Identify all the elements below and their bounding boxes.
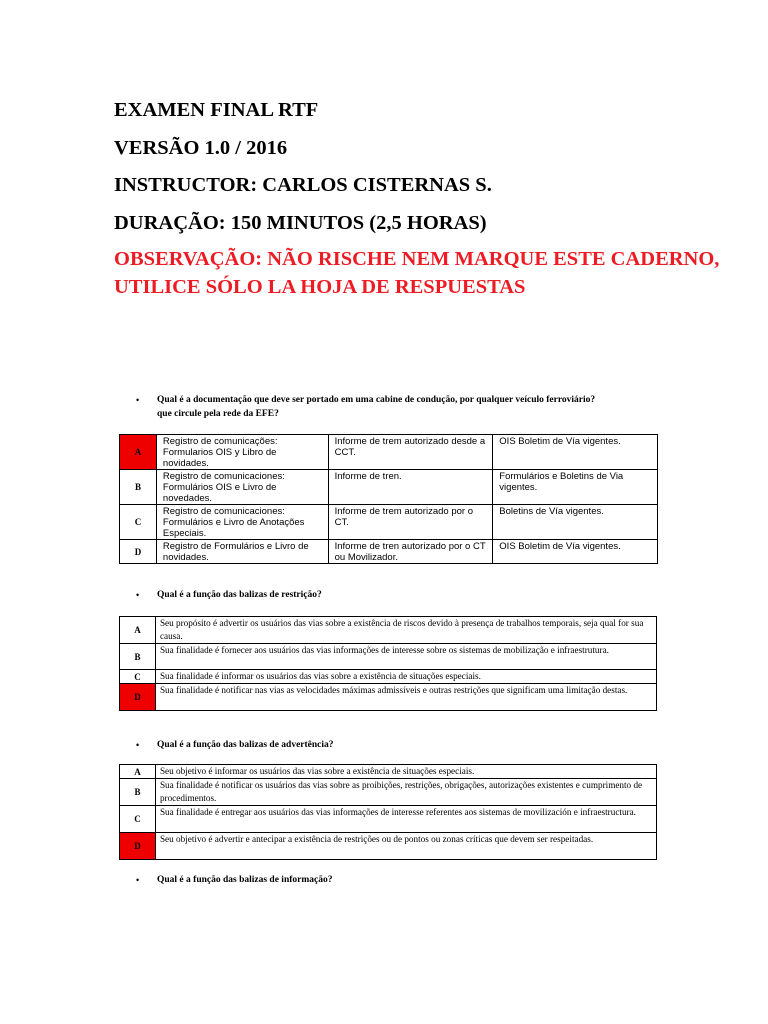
option-cell: Sua finalidade é informar os usuários das vias sobre a existência de situações especiais. bbox=[155, 670, 656, 684]
option-cell: OIS Boletim de Vía vigentes. bbox=[493, 540, 658, 564]
question-1-text-line-1: Qual é a documentação que deve ser portado em uma cabine de condução, por qualquer veículo ferroviário? bbox=[157, 395, 596, 405]
option-cell: Registro de comunicaciones: Formulários OIS e Livro de novedades. bbox=[156, 470, 328, 505]
question-3-options-table bbox=[119, 764, 657, 860]
table-row bbox=[120, 684, 657, 711]
option-letter: B bbox=[120, 779, 156, 806]
observation-line-2: UTILICE SÓLO LA HOJA DE RESPUESTAS bbox=[114, 276, 526, 298]
bullet-icon: • bbox=[136, 875, 140, 885]
table-row bbox=[120, 617, 657, 644]
bullet-icon: • bbox=[136, 395, 140, 405]
option-cell: Registro de comunicaciones: Formulários e Livro de Anotações Especiais. bbox=[156, 505, 328, 540]
option-cell: Boletins de Vía vigentes. bbox=[493, 505, 658, 540]
table-row bbox=[120, 833, 657, 860]
table-row bbox=[120, 540, 658, 564]
exam-instructor: INSTRUCTOR: CARLOS CISTERNAS S. bbox=[114, 174, 492, 196]
question-2-options-table bbox=[119, 616, 657, 711]
exam-duration: DURAÇÃO: 150 MINUTOS (2,5 HORAS) bbox=[114, 211, 487, 234]
question-2-text: Qual é a função das balizas de restrição? bbox=[157, 590, 322, 600]
option-cell: Sua finalidade é notificar nas vias as velocidades máximas admissíveis e outras restrições que significam uma limitação destas. bbox=[155, 684, 656, 711]
option-cell: Seu propósito é advertir os usuários das vias sobre a existência de riscos devido à presença de trabalhos temporais, seja qual for sua causa. bbox=[155, 617, 656, 644]
table-row bbox=[120, 470, 658, 505]
option-letter: C bbox=[120, 505, 157, 540]
option-letter: D bbox=[120, 684, 156, 711]
bullet-icon: • bbox=[136, 740, 140, 750]
option-cell: Sua finalidade é fornecer aos usuários das vias informações de interesse sobre os sistemas de mobilização e infraestrutura. bbox=[155, 644, 656, 670]
option-letter: D bbox=[120, 540, 157, 564]
table-row bbox=[120, 644, 657, 670]
question-1-text-line-2: que circule pela rede da EFE? bbox=[157, 409, 279, 419]
bullet-icon: • bbox=[136, 590, 140, 600]
option-letter: B bbox=[120, 644, 156, 670]
table-row bbox=[120, 435, 658, 470]
option-letter: A bbox=[120, 435, 157, 470]
exam-title: EXAMEN FINAL RTF bbox=[114, 99, 319, 121]
option-cell: Informe de tren. bbox=[328, 470, 493, 505]
option-cell: Sua finalidade é notificar os usuários das vias sobre as proibições, restrições, obrigações, autorizações existentes e cumprimento de procedimentos. bbox=[155, 779, 656, 806]
option-cell: Informe de trem autorizado por o CT. bbox=[328, 505, 493, 540]
option-cell: Registro de Formulários e Livro de novidades. bbox=[156, 540, 328, 564]
option-letter: A bbox=[120, 617, 156, 644]
option-cell: Seu objetivo é advertir e antecipar a existência de restrições ou de pontos ou zonas críticas que devem ser respeitadas. bbox=[155, 833, 656, 860]
option-cell: Informe de trem autorizado desde a CCT. bbox=[328, 435, 493, 470]
option-cell: OIS Boletim de Vía vigentes. bbox=[493, 435, 658, 470]
option-cell: Formulários e Boletins de Via vigentes. bbox=[493, 470, 658, 505]
exam-header bbox=[114, 92, 719, 301]
question-4-text: Qual é a função das balizas de informação? bbox=[157, 875, 333, 885]
option-letter: B bbox=[120, 470, 157, 505]
option-letter: A bbox=[120, 765, 156, 779]
option-cell: Seu objetivo é informar os usuários das vias sobre a existência de situações especiais. bbox=[155, 765, 656, 779]
option-letter: C bbox=[120, 670, 156, 684]
table-row bbox=[120, 806, 657, 833]
question-1-options-table bbox=[119, 434, 658, 564]
table-row bbox=[120, 670, 657, 684]
option-cell: Informe de tren autorizado por o CT ou Movilizador. bbox=[328, 540, 493, 564]
option-letter: C bbox=[120, 806, 156, 833]
question-3-text: Qual é a função das balizas de advertência? bbox=[157, 740, 334, 750]
exam-version: VERSÃO 1.0 / 2016 bbox=[114, 136, 288, 159]
table-row bbox=[120, 765, 657, 779]
table-row bbox=[120, 505, 658, 540]
option-letter: D bbox=[120, 833, 156, 860]
option-cell: Sua finalidade é entregar aos usuários das vias informações de interesse referentes aos sistemas de movilización e infraestructura. bbox=[155, 806, 656, 833]
observation-line-1: OBSERVAÇÃO: NÃO RISCHE NEM MARQUE ESTE CADERNO, bbox=[114, 248, 720, 270]
option-cell: Registro de comunicações: Formularios OIS y Libro de novidades. bbox=[156, 435, 328, 470]
table-row bbox=[120, 779, 657, 806]
